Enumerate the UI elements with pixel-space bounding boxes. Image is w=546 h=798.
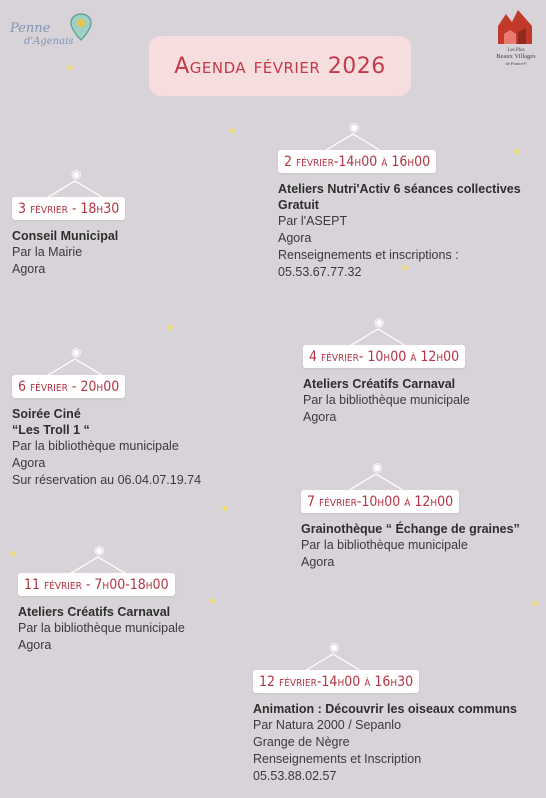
agenda-title: Agenda février 2026 [174, 53, 386, 79]
event-title-line: Gratuit [278, 198, 319, 212]
bulb-icon: ◉ [94, 543, 105, 557]
bulb-icon: ◉ [71, 167, 82, 181]
event-date-tag-wrap [253, 640, 419, 693]
logo-text-line-2: Beaux Villages [496, 53, 536, 60]
event-date-tag: 2 février-14h00 à 16h00 [278, 150, 436, 173]
event-detail: Grange de Nègre [253, 735, 350, 749]
event-title-line: Grainothèque “ Échange de graines” [301, 522, 520, 536]
event-item [253, 640, 517, 785]
agenda-title-box [149, 36, 411, 96]
event-title [12, 406, 201, 438]
logo-script-text-2: d'Agenais [24, 36, 74, 47]
event-detail: Renseignements et Inscription [253, 752, 422, 766]
event-detail: Agora [18, 638, 52, 652]
event-item [12, 167, 125, 278]
event-title-line: Ateliers Créatifs Carnaval [18, 605, 171, 619]
event-date-tag-wrap [12, 167, 125, 220]
star-icon: ✦ [512, 145, 523, 159]
event-detail: 05.53.88.02.57 [253, 769, 337, 783]
star-icon: ✦ [227, 124, 238, 138]
event-detail: Agora [301, 555, 335, 569]
event-date-tag: 12 février-14h00 à 16h30 [253, 670, 419, 693]
bulb-icon: ◉ [71, 345, 82, 359]
event-detail: Par la bibliothèque municipale [12, 439, 179, 453]
event-item [303, 315, 470, 426]
event-title-line: “Les Troll 1 “ [12, 423, 90, 437]
event-detail: Agora [278, 231, 312, 245]
event-detail: Par Natura 2000 / Sepanlo [253, 718, 402, 732]
bulb-icon: ◉ [329, 640, 340, 654]
star-icon: ✦ [530, 597, 541, 611]
event-date-tag: 3 février - 18h30 [12, 197, 125, 220]
event-title [18, 604, 185, 620]
event-title-line: Soirée Ciné [12, 407, 81, 421]
bulb-icon: ◉ [372, 460, 383, 474]
star-icon: ✦ [165, 321, 176, 335]
logo-text-line-1: Les Plus [507, 48, 525, 53]
event-detail: Agora [12, 262, 46, 276]
event-detail: Agora [12, 456, 46, 470]
event-date-tag-wrap [278, 120, 436, 173]
event-detail: Par la bibliothèque municipale [301, 538, 468, 552]
event-title [303, 376, 470, 392]
event-date-tag-wrap [12, 345, 125, 398]
event-item [301, 460, 520, 571]
plus-beaux-villages-logo [490, 8, 540, 72]
event-title-line: Animation : Découvrir les oiseaux communs [253, 702, 517, 716]
village-badge-icon [496, 8, 534, 46]
event-title [12, 228, 125, 244]
event-date-tag: 6 février - 20h00 [12, 375, 125, 398]
event-detail: Par la bibliothèque municipale [303, 393, 470, 407]
star-icon: ✦ [220, 502, 231, 516]
event-date-tag: 4 février- 10h00 à 12h00 [303, 345, 465, 368]
event-item [12, 345, 202, 489]
event-date-tag: 7 février-10h00 à 12h00 [301, 490, 459, 513]
event-title-line: Ateliers Créatifs Carnaval [303, 377, 456, 391]
event-title-line: Ateliers Nutri'Activ 6 séances collectives [278, 182, 521, 196]
event-title [253, 701, 517, 717]
star-icon: ✦ [8, 547, 19, 561]
logo-script-text: Penne [10, 21, 51, 36]
event-date-tag: 11 février - 7h00-18h00 [18, 573, 175, 596]
event-detail: Agora [303, 410, 337, 424]
star-icon: ✦ [207, 594, 218, 608]
event-detail: Par l'ASEPT [278, 214, 348, 228]
event-date-tag-wrap [303, 315, 465, 368]
event-date-tag-wrap [301, 460, 459, 513]
village-logo [10, 12, 90, 52]
event-date-tag-wrap [18, 543, 175, 596]
event-item [18, 543, 185, 654]
event-detail: Renseignements et inscriptions : [278, 248, 459, 262]
logo-text-line-3: de France® [505, 61, 527, 66]
event-detail: Par la bibliothèque municipale [18, 621, 185, 635]
event-detail: 05.53.67.77.32 [278, 265, 362, 279]
star-icon: ✦ [400, 261, 411, 275]
event-title-line: Conseil Municipal [12, 229, 119, 243]
event-title [301, 521, 520, 537]
bulb-icon: ◉ [374, 315, 385, 329]
event-item [278, 120, 521, 281]
bulb-icon: ◉ [349, 120, 360, 134]
event-title [278, 181, 521, 213]
event-detail: Par la Mairie [12, 245, 83, 259]
location-pin-icon [68, 12, 94, 42]
event-detail: Sur réservation au 06.04.07.19.74 [12, 473, 202, 487]
star-icon: ✦ [65, 61, 76, 75]
